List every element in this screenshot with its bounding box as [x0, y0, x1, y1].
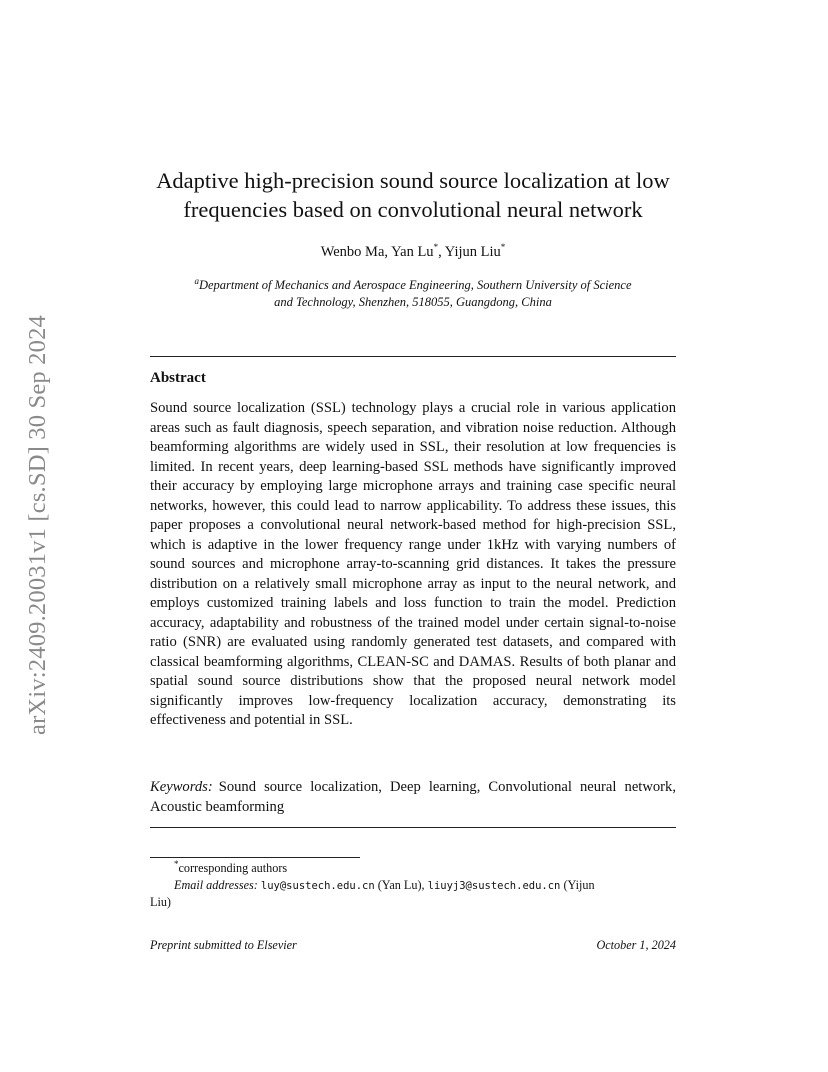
abstract-top-rule [150, 356, 676, 357]
email-link-yijun-liu[interactable]: liuyj3@sustech.edu.cn [427, 879, 561, 892]
paper-title-line-2: frequencies based on convolutional neural network [183, 197, 643, 222]
abstract-heading: Abstract [150, 370, 206, 386]
author-name: Yan Lu [391, 244, 434, 260]
author-separator: , [438, 244, 445, 260]
author-name: Wenbo Ma [320, 244, 385, 260]
email-addresses-label: Email addresses: [174, 877, 258, 892]
arxiv-identifier-text: arXiv:2409.20031v1 [cs.SD] 30 Sep 2024 [24, 315, 51, 735]
email-owner-yan-lu: (Yan Lu), [377, 877, 425, 892]
footnotes [150, 860, 676, 911]
keywords-label: Keywords: [150, 779, 213, 795]
abstract-bottom-rule [150, 827, 676, 828]
corresponding-author-mark: * [433, 242, 439, 253]
paper-title-line-1: Adaptive high-precision sound source localization at low [156, 168, 670, 193]
affiliation-line-1: Department of Mechanics and Aerospace Engineering, Southern University of Science [198, 278, 632, 292]
footnote-separator [150, 857, 360, 858]
affiliation-marker: a [194, 275, 199, 286]
email-link-yan-lu[interactable]: luy@sustech.edu.cn [260, 879, 375, 892]
email-footnote-continuation: Liu) [150, 895, 171, 909]
keywords-text: Sound source localization, Deep learning, Convolutional neural network, Acoustic beamforming [150, 779, 676, 815]
author-name: Yijun Liu [444, 244, 501, 260]
keywords-block [150, 778, 676, 817]
footnote-mark: * [174, 858, 179, 869]
corresponding-authors-footnote [150, 860, 676, 877]
email-owner-yijun-liu: (Yijun [563, 877, 595, 892]
corresponding-authors-text: corresponding authors [178, 861, 288, 875]
abstract-body: Sound source localization (SSL) technology plays a crucial role in various application areas such as fault diagnosis, speech separation, and vibration noise reduction. Although beamforming algorithms are widely used in SSL, their resolution at low frequencies is limited. In recent years, deep learning-based SSL methods have significantly improved their accuracy by employing large microphone arrays and training case specific neural networks, however, this could lead to narrow applicability. To address these issues, this paper proposes a convolutional neural network-based method for high-precision SSL, which is adaptive in the lower frequency range under 1kHz with varying numbers of sound sources and microphone array-to-scanning grid distances. It takes the pressure distribution on a relatively small microphone array as input to the neural network, and employs customized training labels and loss function to train the model. Prediction accuracy, adaptability and robustness of the trained model under certain signal-to-noise ratio (SNR) are evaluated using randomly generated test datasets, and compared with classical beamforming algorithms, CLEAN-SC and DAMAS. Results of both planar and spatial sound source distributions show that the proposed neural network model significantly improves low-frequency localization accuracy, demonstrating its effectiveness and potential in SSL. [150, 400, 676, 728]
author-separator: , [384, 244, 392, 260]
arxiv-identifier-stamp [16, 290, 60, 760]
submission-date: October 1, 2024 [596, 938, 676, 952]
affiliation-line-2: and Technology, Shenzhen, 518055, Guangdong, China [274, 295, 552, 309]
paper-title [150, 166, 676, 224]
page-footer [150, 938, 676, 953]
preprint-notice: Preprint submitted to Elsevier [150, 938, 297, 952]
author-list [150, 243, 676, 261]
corresponding-author-mark: * [500, 242, 506, 253]
author-affiliation [150, 277, 676, 311]
email-footnote [150, 877, 676, 895]
